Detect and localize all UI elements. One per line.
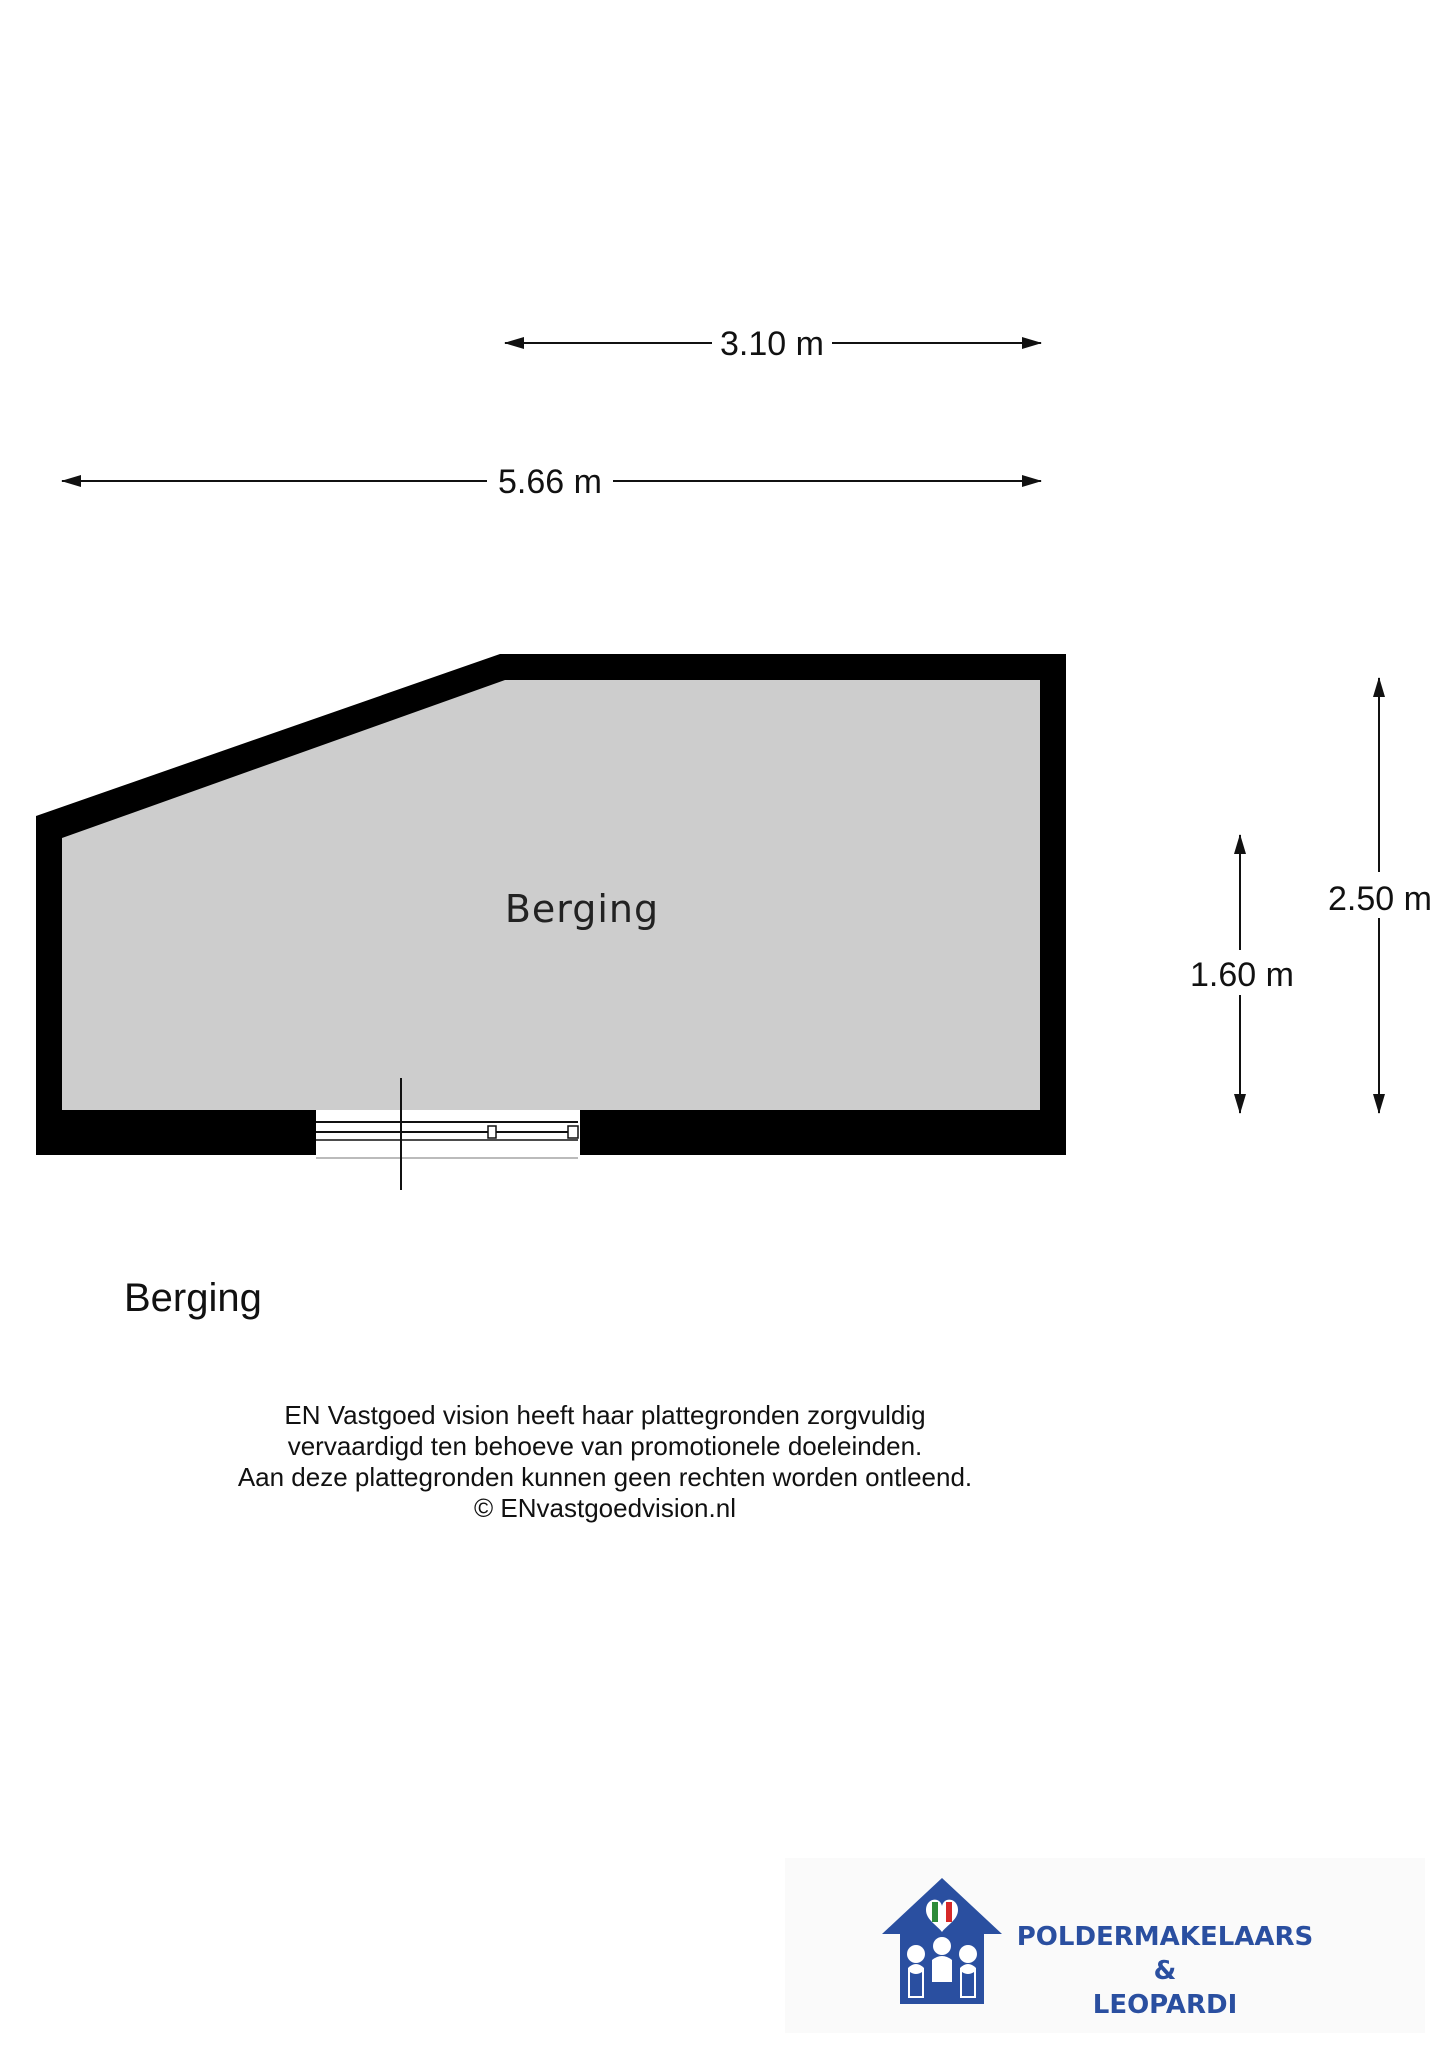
dimension-label-total-width: 5.66 m — [498, 463, 602, 501]
floor-title: Berging — [124, 1276, 262, 1320]
disclaimer-line: © ENvastgoedvision.nl — [474, 1493, 736, 1523]
dimension-top-width — [505, 325, 1041, 363]
room-label: Berging — [504, 887, 660, 931]
dimension-inner-height — [1190, 835, 1294, 1113]
logo-wordmark — [1005, 1920, 1325, 2022]
house-logo-icon — [880, 1876, 1005, 2006]
dimension-label-top-width: 3.10 m — [720, 325, 824, 363]
dimension-total-width — [62, 463, 1041, 501]
disclaimer — [160, 1400, 1050, 1524]
disclaimer-line: EN Vastgoed vision heeft haar plattegronden zorgvuldig — [284, 1400, 926, 1430]
dimension-label-total-height: 2.50 m — [1328, 880, 1432, 918]
disclaimer-line: vervaardigd ten behoeve van promotionele doeleinden. — [287, 1431, 923, 1461]
logo-line: POLDERMAKELAARS — [1016, 1922, 1314, 1952]
logo-line: & — [1153, 1956, 1177, 1986]
dimension-total-height — [1328, 678, 1432, 1113]
disclaimer-line: Aan deze plattegronden kunnen geen rechten worden ontleend. — [237, 1462, 973, 1492]
dimension-label-inner-height: 1.60 m — [1190, 956, 1294, 994]
logo-line: LEOPARDI — [1092, 1990, 1238, 2020]
